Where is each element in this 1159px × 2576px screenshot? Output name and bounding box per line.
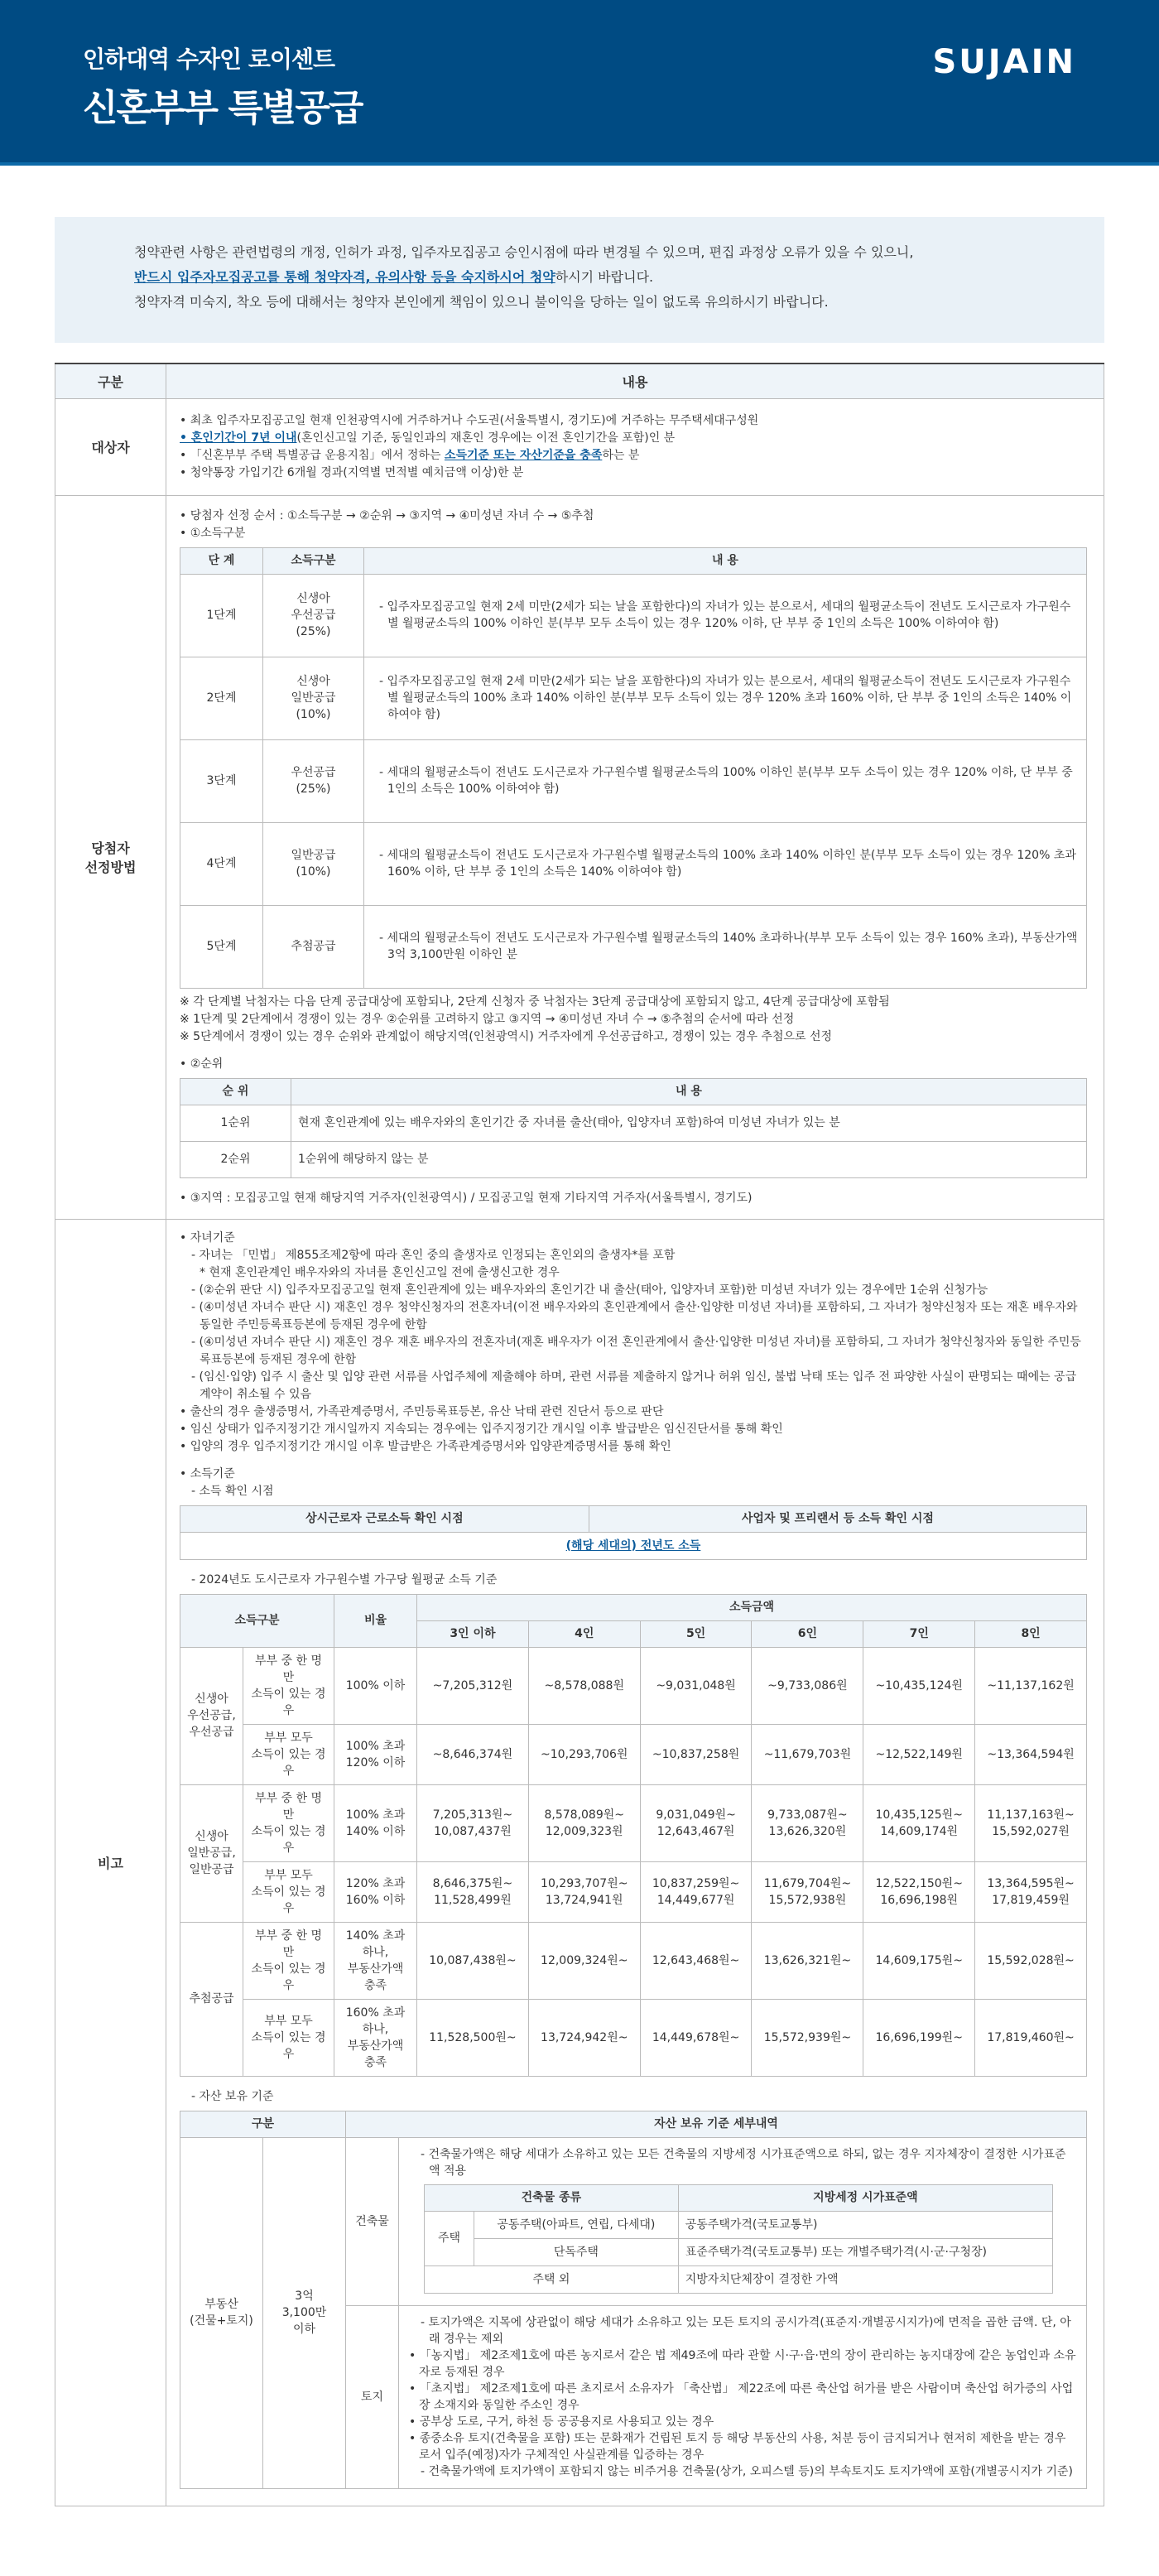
check-value: (해당 세대의) 전년도 소득 xyxy=(565,1538,701,1553)
inc-col-household: 7인 xyxy=(863,1620,975,1647)
building-kind: 단독주택 xyxy=(474,2238,679,2265)
rank-table xyxy=(180,1078,1087,1178)
income-amount: 8,578,089원~ 12,009,323원 xyxy=(528,1784,640,1861)
income-amount: 12,009,324원~ xyxy=(528,1922,640,1999)
col-header-content: 내용 xyxy=(166,364,1104,398)
stage-type: 신생아 일반공급 (10%) xyxy=(263,657,364,739)
hero-banner xyxy=(0,0,1159,166)
stage-name: 2단계 xyxy=(180,657,263,739)
stage-row xyxy=(180,657,1087,739)
income-amount: 10,435,125원~ 14,609,174원 xyxy=(863,1784,975,1861)
income-ratio: 100% 이하 xyxy=(334,1647,417,1724)
stage-type: 일반공급 (10%) xyxy=(263,822,364,905)
income-amount: 11,679,704원~ 15,572,938원 xyxy=(752,1861,863,1922)
asset-table xyxy=(180,2111,1087,2489)
land-criteria-line: • 종중소유 토지(건축물을 포함) 또는 문화재가 건립된 토지 등 해당 부동산의 사용, 처분 등이 금지되거나 현저히 제한을 받는 경우로서 입주(예정)자가 구체적인 사실관계를 입증하는 경우 xyxy=(409,2431,1066,2462)
building-row xyxy=(425,2265,1053,2293)
child-criteria-line: - 자녀는 「민법」 제855조제2항에 따라 혼인 중의 출생자로 인정되는 혼인외의 출생자*를 포함 xyxy=(191,1248,676,1262)
selection-order: • 당첨자 선정 순서 : ①소득구분 → ②순위 → ③지역 → ④미성년 자녀 수 → ⑤추첨 xyxy=(180,508,594,522)
income-group: 신생아 일반공급, 일반공급 xyxy=(180,1784,243,1922)
bld-col-kind: 건축물 종류 xyxy=(425,2184,679,2211)
row-target xyxy=(55,398,1104,495)
rank-col-rank: 순 위 xyxy=(180,1078,291,1105)
income-class-title: • ①소득구분 xyxy=(180,526,246,540)
rank-name: 1순위 xyxy=(180,1105,291,1141)
inc-col-household: 8인 xyxy=(975,1620,1087,1647)
inc-col-household: 5인 xyxy=(640,1620,752,1647)
building-row xyxy=(425,2238,1053,2265)
bld-col-price: 지방세정 시가표준액 xyxy=(678,2184,1052,2211)
stage-desc xyxy=(364,905,1087,988)
stage-col-desc: 내 용 xyxy=(364,547,1087,574)
inc-col-type: 소득구분 xyxy=(180,1594,334,1647)
target-line-3 xyxy=(180,447,1087,465)
inc-col-household: 3인 이하 xyxy=(417,1620,529,1647)
target-line-3-hl: 소득기준 또는 자산기준을 충족 xyxy=(444,448,603,462)
stage-desc xyxy=(364,739,1087,822)
child-criteria-line: * 현재 혼인관계인 배우자와의 자녀를 혼인신고일 전에 출생신고한 경우 xyxy=(200,1265,560,1279)
check-col-employee: 상시근로자 근로소득 확인 시점 xyxy=(180,1505,589,1532)
stage-desc-text: - 세대의 월평균소득이 전년도 도시근로자 가구원수별 월평균소득의 140% 초과하나(부부 모두 소득이 있는 경우 160% 초과), 부동산가액 3억 3,100만원 이하인 분 xyxy=(379,932,1078,961)
child-criteria-line: • 출산의 경우 출생증명서, 가족관계증명서, 주민등록표등본, 유산 낙태 관련 진단서 등으로 판단 xyxy=(180,1404,664,1418)
income-amount: ~9,733,086원 xyxy=(752,1647,863,1724)
stage-desc xyxy=(364,822,1087,905)
income-amount: 10,837,259원~ 14,449,677원 xyxy=(640,1861,752,1922)
income-check-subtitle: - 소득 확인 시점 xyxy=(191,1484,274,1498)
notice-line-3: 청약자격 미숙지, 착오 등에 대해서는 청약자 본인에게 책임이 있으니 불이익을 당하는 일이 없도록 유의하시기 바랍니다. xyxy=(134,294,829,310)
income-group: 신생아 우선공급, 우선공급 xyxy=(180,1647,243,1784)
income-check-table xyxy=(180,1505,1087,1560)
stage-type: 추첨공급 xyxy=(263,905,364,988)
notice-highlight: 반드시 입주자모집공고를 통해 청약자격, 유의사항 등을 숙지하시어 청약 xyxy=(134,269,555,285)
income-ratio: 120% 초과 160% 이하 xyxy=(334,1861,417,1922)
income-amount: 12,522,150원~ 16,696,198원 xyxy=(863,1861,975,1922)
building-price: 지방자치단체장이 결정한 가액 xyxy=(678,2265,1052,2293)
income-amount: 11,137,163원~ 15,592,027원 xyxy=(975,1784,1087,1861)
income-amount: 9,031,049원~ 12,643,467원 xyxy=(640,1784,752,1861)
rank-desc: 1순위에 해당하지 않는 분 xyxy=(291,1141,1087,1177)
income-row xyxy=(180,1724,1087,1784)
income-amount: 11,528,500원~ xyxy=(417,1999,529,2076)
selection-note: ※ 각 단계별 낙첨자는 다음 단계 공급대상에 포함되나, 2단계 신청자 중 낙첨자는 3단계 공급대상에 포함되지 않고, 4단계 공급대상에 포함됨 xyxy=(180,994,890,1009)
brand-logo: SUJAIN xyxy=(932,43,1076,81)
income-amount: 10,087,438원~ xyxy=(417,1922,529,1999)
inc-col-household: 6인 xyxy=(752,1620,863,1647)
stage-desc-text: - 입주자모집공고일 현재 2세 미만(2세가 되는 날을 포함한다)의 자녀가 있는 분으로서, 세대의 월평균소득이 전년도 도시근로자 가구원수별 월평균소득의 100% 이하인 분(부부 모두 소득이 있는 경우 120% 이하, 단 부부 중 1인의 소득은 100% 이하여야 함) xyxy=(379,600,1071,630)
income-ratio: 100% 초과 140% 이하 xyxy=(334,1784,417,1861)
target-line-3-pre: • 「신혼부부 주택 특별공급 운용지침」에서 정하는 xyxy=(180,448,445,462)
income-amount: 14,609,175원~ xyxy=(863,1922,975,1999)
income-row xyxy=(180,1647,1087,1724)
income-amount: 9,733,087원~ 13,626,320원 xyxy=(752,1784,863,1861)
target-line-4: • 청약통장 가입기간 6개월 경과(지역별 면적별 예치금액 이상)한 분 xyxy=(180,465,524,479)
income-amount: 16,696,199원~ xyxy=(863,1999,975,2076)
income-amount: 8,646,375원~ 11,528,499원 xyxy=(417,1861,529,1922)
building-price: 표준주택가격(국토교통부) 또는 개별주택가격(시·군·구청장) xyxy=(678,2238,1052,2265)
income-amount: 12,643,468원~ xyxy=(640,1922,752,1999)
income-ratio: 140% 초과하나, 부동산가액 충족 xyxy=(334,1922,417,1999)
building-price: 공동주택가격(국토교통부) xyxy=(678,2211,1052,2238)
child-criteria-line: • 입양의 경우 입주지정기간 개시일 이후 발급받은 가족관계증명서와 입양관계증명서를 통해 확인 xyxy=(180,1439,671,1453)
income-amount: ~11,679,703원 xyxy=(752,1724,863,1784)
stage-name: 1단계 xyxy=(180,574,263,657)
notice-line-2-rest: 하시기 바랍니다. xyxy=(555,269,654,285)
building-desc: - 건축물가액은 해당 세대가 소유하고 있는 모든 건축물의 지방세정 시가표준액으로 하되, 없는 경우 지자체장이 결정한 시가표준액 적용 xyxy=(421,2147,1066,2178)
stage-row xyxy=(180,739,1087,822)
income-amount: ~11,137,162원 xyxy=(975,1647,1087,1724)
row-remarks xyxy=(55,1219,1104,2506)
income-subtype: 부부 중 한 명만 소득이 있는 경우 xyxy=(243,1922,334,1999)
supply-info-table xyxy=(55,363,1104,2506)
income-table-caption: - 2024년도 도시근로자 가구원수별 가구당 월평균 소득 기준 xyxy=(191,1572,498,1587)
asset-type: 부동산 (건물+토지) xyxy=(180,2137,263,2488)
income-subtype: 부부 모두 소득이 있는 경우 xyxy=(243,1724,334,1784)
income-amount: ~9,031,048원 xyxy=(640,1647,752,1724)
rank-desc: 현재 혼인관계에 있는 배우자와의 혼인기간 중 자녀를 출산(태아, 입양자녀 포함)하여 미성년 자녀가 있는 분 xyxy=(291,1105,1087,1141)
stage-col-type: 소득구분 xyxy=(263,547,364,574)
land-criteria-line: - 토지가액은 지목에 상관없이 해당 세대가 소유하고 있는 모든 토지의 공시가격(표준지·개별공시지가)에 면적을 곱한 금액. 단, 아래 경우는 제외 xyxy=(421,2315,1071,2346)
stage-type: 신생아 우선공급 (25%) xyxy=(263,574,364,657)
income-ratio: 160% 초과하나, 부동산가액 충족 xyxy=(334,1999,417,2076)
hero-title: 신혼부부 특별공급 xyxy=(83,87,363,129)
stage-desc-text: - 입주자모집공고일 현재 2세 미만(2세가 되는 날을 포함한다)의 자녀가 있는 분으로서, 세대의 월평균소득이 전년도 도시근로자 가구원수별 월평균소득의 100% 초과 140% 이하인 분(부부 모두 소득이 있는 경우 120% 초과 160% 이하, 단 부부 중 1인의 소득은 140% 이하여야 함) xyxy=(379,675,1072,721)
stage-row xyxy=(180,574,1087,657)
rank-title: • ②순위 xyxy=(180,1057,224,1071)
inc-col-ratio: 비율 xyxy=(334,1594,417,1647)
income-amount: ~10,293,706원 xyxy=(528,1724,640,1784)
notice-box xyxy=(55,217,1104,343)
income-amount: ~10,435,124원 xyxy=(863,1647,975,1724)
child-criteria-line: - (④미성년 자녀수 판단 시) 재혼인 경우 재혼 배우자의 전혼자녀(재혼 배우자가 이전 혼인관계에서 출산·입양한 미성년 자녀)를 포함하되, 그 자녀가 청약신청자와 동일한 주민등록표등본에 등재된 경우에 한함 xyxy=(191,1335,1081,1366)
land-criteria-line: • 공부상 도로, 구거, 하천 등 공공용지로 사용되고 있는 경우 xyxy=(409,2415,714,2429)
building-kind: 주택 외 xyxy=(425,2265,679,2293)
child-criteria-line: - (임신·입양) 입주 시 출산 및 입양 관련 서류를 사업주체에 제출해야 하며, 관련 서류를 제출하지 않거나 허위 임신, 불법 낙태 또는 입주 전 파양한 사실이 판명되는 때에는 공급계약이 취소될 수 있음 xyxy=(191,1370,1077,1401)
label-remarks: 비고 xyxy=(55,1219,166,2506)
income-amount: 7,205,313원~ 10,087,437원 xyxy=(417,1784,529,1861)
target-line-2-rest: (혼인신고일 기준, 동일인과의 재혼인 경우에는 이전 혼인기간을 포함)인 분 xyxy=(296,431,676,445)
stage-desc-text: - 세대의 월평균소득이 전년도 도시근로자 가구원수별 월평균소득의 100% 이하인 분(부부 모두 소득이 있는 경우 120% 이하, 단 부부 중 1인의 소득은 100% 이하여야 함) xyxy=(379,766,1073,796)
stage-desc xyxy=(364,657,1087,739)
income-row xyxy=(180,1999,1087,2076)
income-amount: 15,572,939원~ xyxy=(752,1999,863,2076)
check-col-business: 사업자 및 프리랜서 등 소득 확인 시점 xyxy=(589,1505,1086,1532)
target-line-2-hl: • 혼인기간이 7년 이내 xyxy=(180,431,297,445)
income-amount: ~7,205,312원 xyxy=(417,1647,529,1724)
building-kind: 공동주택(아파트, 연립, 다세대) xyxy=(474,2211,679,2238)
income-ratio: 100% 초과 120% 이하 xyxy=(334,1724,417,1784)
stage-name: 3단계 xyxy=(180,739,263,822)
stage-table xyxy=(180,547,1087,989)
row-selection xyxy=(55,495,1104,1219)
asset-limit: 3억 3,100만 이하 xyxy=(263,2137,346,2488)
income-amount: ~13,364,594원 xyxy=(975,1724,1087,1784)
child-criteria-line: • 임신 상태가 입주지정기간 개시일까지 지속되는 경우에는 입주지정기간 개시일 이후 발급받은 임신진단서를 통해 확인 xyxy=(180,1422,783,1436)
rank-col-desc: 내 용 xyxy=(291,1078,1087,1105)
income-amount: ~8,578,088원 xyxy=(528,1647,640,1724)
child-criteria-title: • 자녀기준 xyxy=(180,1230,235,1245)
stage-name: 4단계 xyxy=(180,822,263,905)
building-house-label: 주택 xyxy=(425,2211,474,2265)
asset-caption: - 자산 보유 기준 xyxy=(191,2089,274,2103)
stage-row xyxy=(180,822,1087,905)
income-subtype: 부부 모두 소득이 있는 경우 xyxy=(243,1999,334,2076)
building-label: 건축물 xyxy=(346,2137,399,2305)
income-criteria-title: • 소득기준 xyxy=(180,1466,235,1481)
income-group: 추첨공급 xyxy=(180,1922,243,2076)
label-target: 대상자 xyxy=(55,398,166,495)
building-row xyxy=(425,2211,1053,2238)
income-amount: 17,819,460원~ xyxy=(975,1999,1087,2076)
income-amount: 13,626,321원~ xyxy=(752,1922,863,1999)
rank-name: 2순위 xyxy=(180,1141,291,1177)
land-criteria-line: • 「초지법」 제2조제1호에 따른 초지로서 소유자가 「축산법」 제22조에 따른 축산업 허가를 받은 사람이며 축산업 허가증의 사업장 소재지와 동일한 주소인 경우 xyxy=(409,2381,1074,2412)
income-amount-table xyxy=(180,1594,1087,2077)
income-subtype: 부부 중 한 명만 소득이 있는 경우 xyxy=(243,1647,334,1724)
land-label: 토지 xyxy=(346,2305,399,2488)
selection-note: ※ 1단계 및 2단계에서 경쟁이 있는 경우 ②순위를 고려하지 않고 ③지역 → ④미성년 자녀 수 → ⑤추첨의 순서에 따라 선정 xyxy=(180,1012,795,1026)
income-row xyxy=(180,1861,1087,1922)
hero-subtitle: 인하대역 수자인 로이센트 xyxy=(83,46,335,73)
notice-line-1: 청약관련 사항은 관련법령의 개정, 인허가 과정, 입주자모집공고 승인시점에 따라 변경될 수 있으며, 편집 과정상 오류가 있을 수 있으니, xyxy=(134,244,914,260)
stage-col-stage: 단 계 xyxy=(180,547,263,574)
land-criteria-line: • 「농지법」 제2조제1호에 따른 농지로서 같은 법 제49조에 따라 관할 시·구·읍·면의 장이 관리하는 농지대장에 같은 농업인과 소유자로 등재된 경우 xyxy=(409,2348,1076,2379)
stage-desc-text: - 세대의 월평균소득이 전년도 도시근로자 가구원수별 월평균소득의 100% 초과 140% 이하인 분(부부 모두 소득이 있는 경우 120% 초과 160% 이하, 단 부부 중 1인의 소득은 140% 이하여야 함) xyxy=(379,849,1076,879)
region-criteria: • ③지역 : 모집공고일 현재 해당지역 거주자(인천광역시) / 모집공고일 현재 기타지역 거주자(서울특별시, 경기도) xyxy=(180,1191,753,1205)
stage-type: 우선공급 (25%) xyxy=(263,739,364,822)
rank-row xyxy=(180,1105,1087,1141)
income-amount: ~10,837,258원 xyxy=(640,1724,752,1784)
income-amount: 10,293,707원~ 13,724,941원 xyxy=(528,1861,640,1922)
inc-col-household: 4인 xyxy=(528,1620,640,1647)
asset-col-type: 구분 xyxy=(180,2111,346,2137)
building-price-table xyxy=(424,2184,1053,2294)
income-amount: 13,364,595원~ 17,819,459원 xyxy=(975,1861,1087,1922)
target-line-3-post: 하는 분 xyxy=(602,448,640,462)
child-criteria-line: - (②순위 판단 시) 입주자모집공고일 현재 혼인관계에 있는 배우자와의 혼인기간 내 출산(태아, 입양자녀 포함)한 미성년 자녀가 있는 경우에만 1순위 신청가능 xyxy=(191,1283,988,1297)
rank-row xyxy=(180,1141,1087,1177)
target-line-2 xyxy=(180,430,1087,447)
income-amount: ~12,522,149원 xyxy=(863,1724,975,1784)
asset-col-detail: 자산 보유 기준 세부내역 xyxy=(346,2111,1087,2137)
label-selection: 당첨자 선정방법 xyxy=(55,495,166,1219)
notice-line-2 xyxy=(134,265,1025,290)
stage-row xyxy=(180,905,1087,988)
income-amount: 14,449,678원~ xyxy=(640,1999,752,2076)
selection-note: ※ 5단계에서 경쟁이 있는 경우 순위와 관계없이 해당지역(인천광역시) 거주자에게 우선공급하고, 경쟁이 있는 경우 추첨으로 선정 xyxy=(180,1029,833,1043)
income-amount: 13,724,942원~ xyxy=(528,1999,640,2076)
target-line-1: • 최초 입주자모집공고일 현재 인천광역시에 거주하거나 수도권(서울특별시, 경기도)에 거주하는 무주택세대구성원 xyxy=(180,413,759,427)
income-row xyxy=(180,1922,1087,1999)
income-row xyxy=(180,1784,1087,1861)
stage-desc xyxy=(364,574,1087,657)
stage-name: 5단계 xyxy=(180,905,263,988)
income-subtype: 부부 중 한 명만 소득이 있는 경우 xyxy=(243,1784,334,1861)
income-amount: 15,592,028원~ xyxy=(975,1922,1087,1999)
land-criteria-line: - 건축물가액에 토지가액이 포함되지 않는 비주거용 건축물(상가, 오피스텔 등)의 부속토지도 토지가액에 포함(개별공시지가 기준) xyxy=(421,2464,1073,2478)
income-subtype: 부부 모두 소득이 있는 경우 xyxy=(243,1861,334,1922)
child-criteria-line: - (④미성년 자녀수 판단 시) 재혼인 경우 청약신청자의 전혼자녀(이전 배우자와의 혼인관계에서 출산·입양한 미성년 자녀)를 포함하되, 그 자녀가 청약신청자 또는 재혼 배우자와 동일한 주민등록표등본에 등재된 경우에 한함 xyxy=(191,1300,1078,1331)
income-amount: ~8,646,374원 xyxy=(417,1724,529,1784)
col-header-category: 구분 xyxy=(55,364,166,398)
inc-col-amount: 소득금액 xyxy=(417,1594,1087,1620)
